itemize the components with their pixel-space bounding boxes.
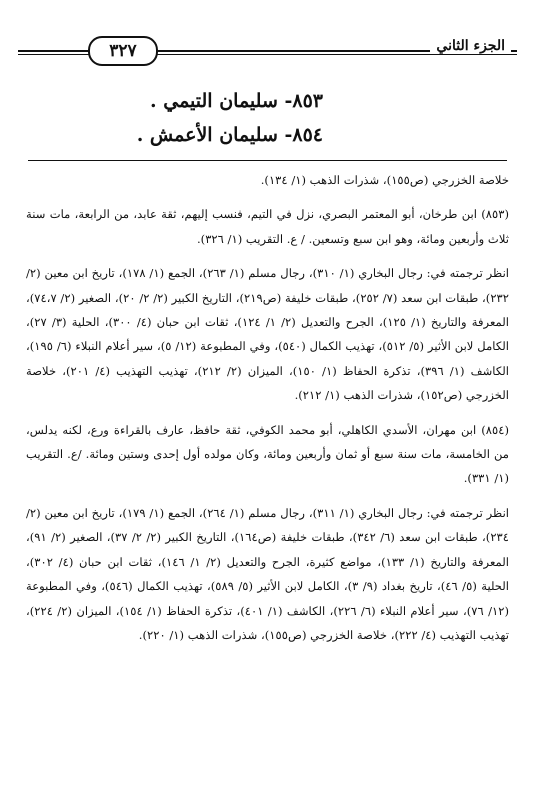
footnote-854: (٨٥٤) ابن مهران، الأسدي الكاهلي، أبو محمد الكوفي، ثقة حافظ، عارف بالقراءة ورع، لكنه يدلس، من الخامسة، مات سنة سبع أو ثمان وأربعين ومائة، وكان مولده أول إحدى وستين ومائة. /ع. التقريب (١/ ٣٣١). <box>26 422 509 486</box>
footnote-854-sources: انظر ترجمته في: رجال البخاري (١/ ٣١١)، رجال مسلم (١/ ٢٦٤)، الجمع (١/ ١٧٩)، تاريخ ابن معين (٢/ ٢٣٤)، طبقات ابن سعد (٦/ ٣٤٢)، طبقات خليفة (ص١٦٤)، التاريخ الكبير (٢/ ٢/ ٣٧)، الصغير (٢/ ٩١)، المعرفة والتاريخ (١/ ١٣٣)، مواضع كثيرة، الجرح والتعديل (٢/ ١/ ١٤٦)، ثقات ابن حبان (٤/ ٣٠٢)، الحلية (٥/ ٤٦)، تاريخ بغداد (٩/ ٣)، الكامل لابن الأثير (٥/ ٥٨٩)، تهذيب الكمال (٥٤٦)، وفي المطبوعة (١٢/ ٧٦)، سير أعلام النبلاء (٦/ ٢٢٦)، الكاشف (١/ ٤٠١)، تذكرة الحفاظ (١/ ١٥٤)، الميزان (٢/ ٢٢٤)، تهذيب التهذيب (٤/ ٢٢٢)، خلاصة الخزرجي (ص١٥٥)، شذرات الذهب (١/ ٢٢٠). <box>26 505 510 642</box>
footnote-853: (٨٥٣) ابن طرخان، أبو المعتمر البصري، نزل في التيم، فنسب إليهم، ثقة عابد، من الرابعة، مات سنة ثلاث وأربعين ومائة، وهو ابن سبع وتسعين. / ع. التقريب (١/ ٣٢٦). <box>26 207 509 246</box>
footnote-continuation: خلاصة الخزرجي (ص١٥٥)، شذرات الذهب (١/ ١٣٤). <box>260 173 509 187</box>
footnote-853-sources: انظر ترجمته في: رجال البخاري (١/ ٣١٠)، رجال مسلم (١/ ٢٦٣)، الجمع (١/ ١٧٨)، تاريخ ابن معين (٢/ ٢٣٢)، طبقات ابن سعد (٧/ ٢٥٢)، طبقات خليفة (ص٢١٩)، التاريخ الكبير (٢/ ٢/ ٢٠)، الصغير (٢/ ٧٤،٧)، المعرفة والتاريخ (١/ ١٢٥)، الجرح والتعديل (٢/ ١/ ١٢٤)، ثقات ابن حبان (٤/ ٣٠٠)، الحلية (٣/ ٢٧)، الكامل لابن الأثير (٥/ ٥١٢)، تهذيب الكمال (٥٤٠)، وفي المطبوعة (١٢/ ٥)، سير أعلام النبلاء (٦/ ١٩٥)، الكاشف (١/ ٣٩٦)، تذكرة الحفاظ (١/ ١٥٠)، الميزان (٢/ ٢١٢)، تهذيب التهذيب (٤/ ٢٠١)، خلاصة الخزرجي (ص١٥٢)، شذرات الذهب (١/ ٢١٢). <box>26 266 510 403</box>
entry-854: ٨٥٤- سليمان الأعمش . <box>136 124 323 146</box>
page-number: ٣٢٧ <box>88 36 158 66</box>
main-entries <box>137 84 323 152</box>
footnotes <box>26 168 509 647</box>
entry-853: ٨٥٣- سليمان التيمي . <box>150 90 323 112</box>
footnote-divider <box>28 160 507 161</box>
running-title: الجزء الثاني <box>430 38 511 54</box>
page-header <box>18 34 517 68</box>
